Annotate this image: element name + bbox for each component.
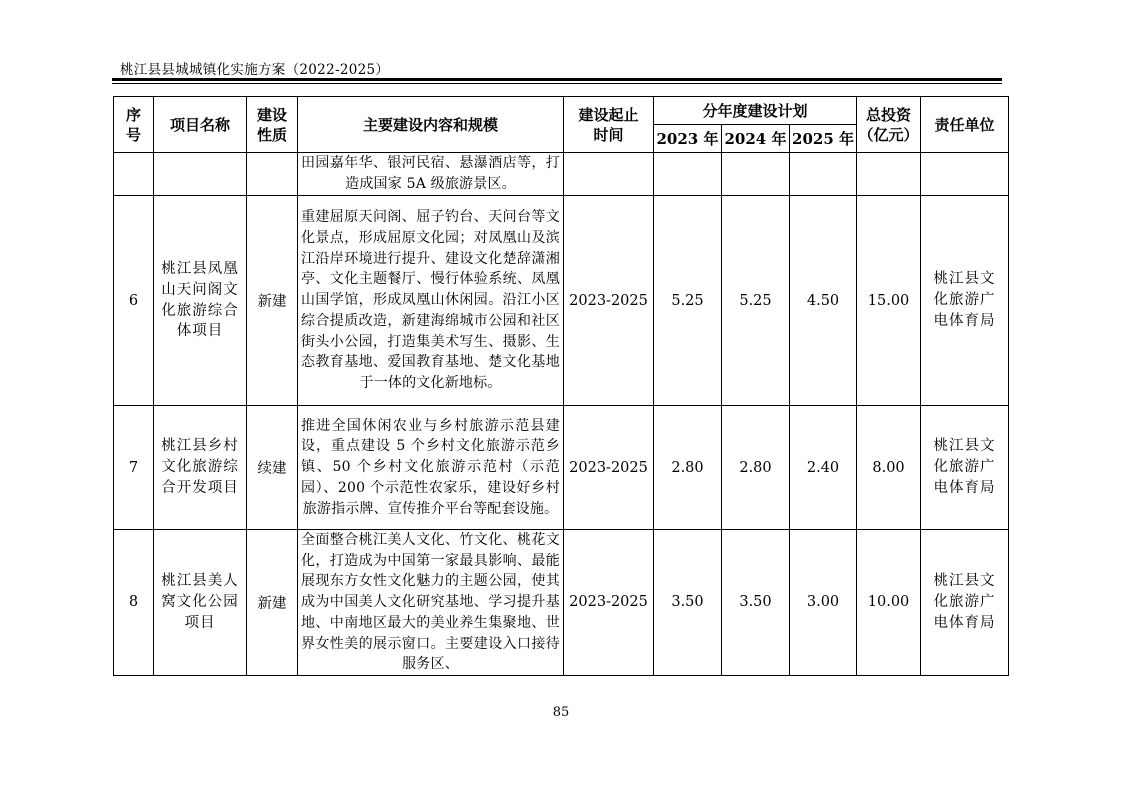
cell-name: 桃江县乡村文化旅游综合开发项目: [154, 406, 247, 530]
header-rule-thick: [112, 78, 1002, 81]
header-total: 总投资（亿元）: [857, 97, 921, 153]
cell-content: 重建屈原天问阁、屈子钓台、天问台等文化景点，形成屈原文化园；对凤凰山及滨江沿岸环境进行提升、建设文化楚辞潇湘亭、文化主题餐厅、慢行体验系统、凤凰山国学馆，形成凤凰山休闲园。沿江小区综合提质改造，新建海绵城市公园和社区街头小公园，打造集美术写生、摄影、生态教育基地、爱国教育基地、楚文化基地于一体的文化新地标。: [298, 196, 564, 406]
cell-total: 10.00: [857, 530, 921, 676]
cell-unit: 桃江县文化旅游广电体育局: [921, 406, 1009, 530]
cell-period: 2023-2025: [564, 196, 654, 406]
cell-no: 7: [114, 406, 154, 530]
cell-nature: 新建: [247, 530, 298, 676]
cell-content: 田园嘉年华、银河民宿、悬瀑酒店等，打造成国家 5A 级旅游景区。: [298, 153, 564, 196]
cell-total: 15.00: [857, 196, 921, 406]
cell-2023: 2.80: [654, 406, 722, 530]
cell-period: [564, 153, 654, 196]
cell-period: 2023-2025: [564, 406, 654, 530]
cell-no: 6: [114, 196, 154, 406]
page-number: 85: [552, 705, 570, 720]
cell-content: 全面整合桃江美人文化、竹文化、桃花文化，打造成为中国第一家最具影响、最能展现东方女性文化魅力的主题公园，使其成为中国美人文化研究基地、学习提升基地、中南地区最大的美业养生集聚地、世界女性美的展示窗口。主要建设入口接待服务区、: [298, 530, 564, 676]
header-no: 序号: [114, 97, 154, 153]
header-period: 建设起止时间: [564, 97, 654, 153]
header-annual-plan: 分年度建设计划: [654, 97, 857, 125]
cell-nature: 续建: [247, 406, 298, 530]
cell-name: 桃江县凤凰山天问阁文化旅游综合体项目: [154, 196, 247, 406]
cell-content: 推进全国休闲农业与乡村旅游示范县建设，重点建设 5 个乡村文化旅游示范乡镇、50 个乡村文化旅游示范村（示范园）、200 个示范性农家乐，建设好乡村旅游指示牌、宣传推介平台等配套设施。: [298, 406, 564, 530]
cell-total: [857, 153, 921, 196]
cell-name: 桃江县美人窝文化公园项目: [154, 530, 247, 676]
cell-2024: 2.80: [722, 406, 790, 530]
cell-2023: 5.25: [654, 196, 722, 406]
cell-2024: 5.25: [722, 196, 790, 406]
cell-2023: 3.50: [654, 530, 722, 676]
cell-2024: 3.50: [722, 530, 790, 676]
cell-nature: 新建: [247, 196, 298, 406]
project-table: [113, 96, 1009, 676]
table-row: [114, 406, 1009, 530]
header-rule-thin: [112, 83, 1002, 84]
cell-total: 8.00: [857, 406, 921, 530]
header-name: 项目名称: [154, 97, 247, 153]
table-row-continuation: [114, 153, 1009, 196]
cell-unit: 桃江县文化旅游广电体育局: [921, 196, 1009, 406]
cell-2023: [654, 153, 722, 196]
header-2023: 2023 年: [654, 125, 722, 153]
cell-2025: [790, 153, 857, 196]
cell-2025: 4.50: [790, 196, 857, 406]
cell-period: 2023-2025: [564, 530, 654, 676]
cell-2024: [722, 153, 790, 196]
header-nature: 建设性质: [247, 97, 298, 153]
header-content: 主要建设内容和规模: [298, 97, 564, 153]
header-2024: 2024 年: [722, 125, 790, 153]
header-unit: 责任单位: [921, 97, 1009, 153]
cell-unit: 桃江县文化旅游广电体育局: [921, 530, 1009, 676]
cell-nature: [247, 153, 298, 196]
cell-no: [114, 153, 154, 196]
cell-unit: [921, 153, 1009, 196]
cell-name: [154, 153, 247, 196]
header-2025: 2025 年: [790, 125, 857, 153]
cell-no: 8: [114, 530, 154, 676]
table-row: [114, 530, 1009, 676]
cell-2025: 2.40: [790, 406, 857, 530]
document-header: 桃江县县城城镇化实施方案（2022-2025）: [120, 62, 390, 78]
table-row: [114, 196, 1009, 406]
cell-2025: 3.00: [790, 530, 857, 676]
table-header-row: [114, 97, 1009, 125]
